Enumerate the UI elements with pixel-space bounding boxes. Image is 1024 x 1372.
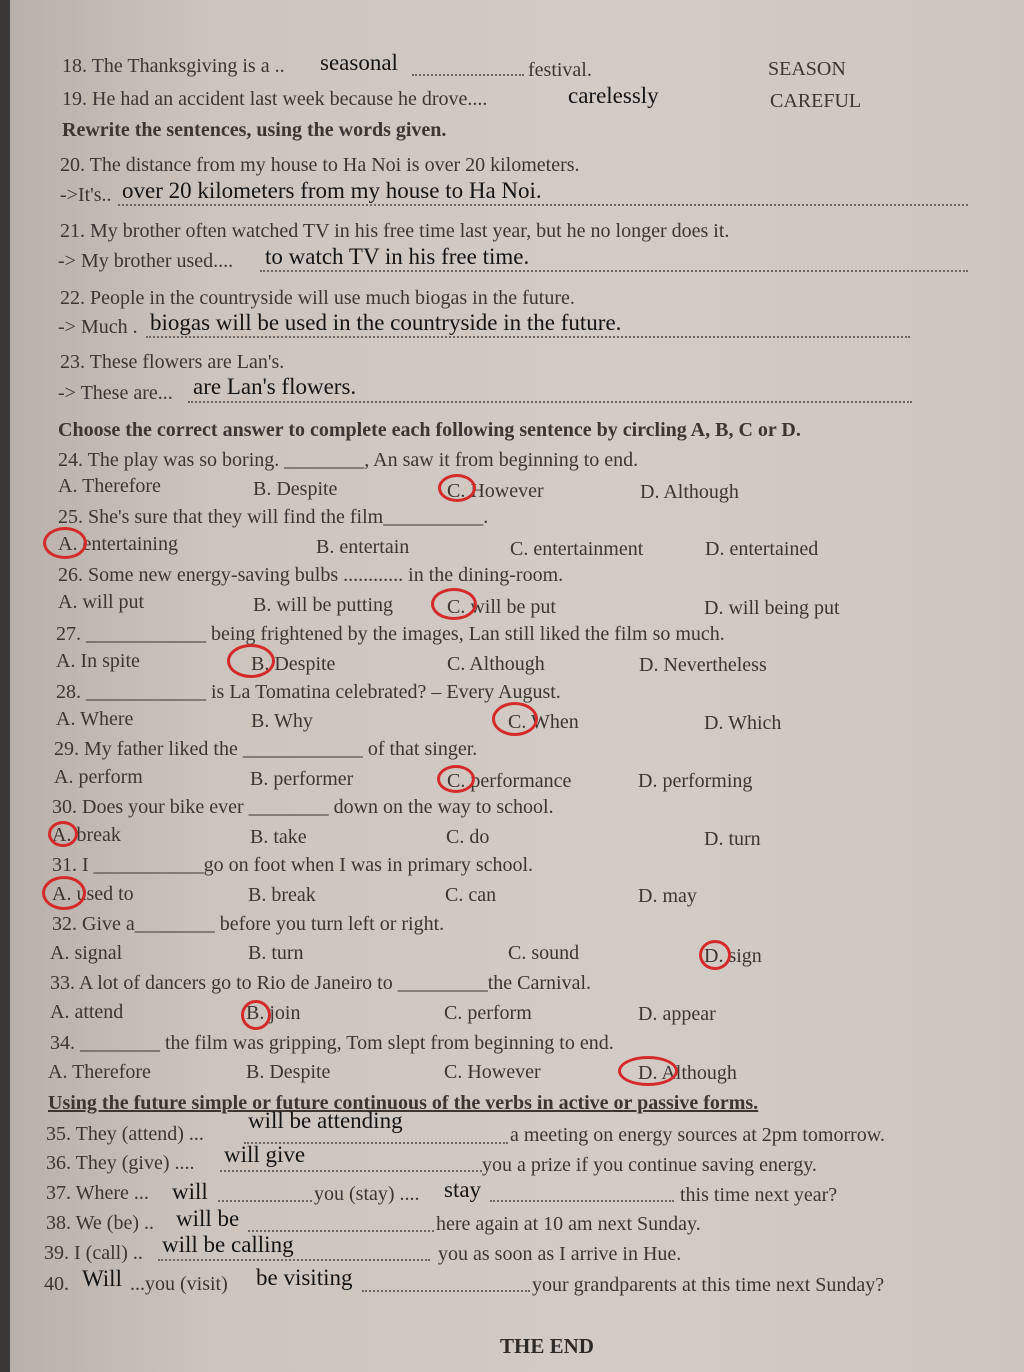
q31-question: 31. I ___________go on foot when I was in primary school. <box>52 854 534 876</box>
q36-answer: will give <box>224 1142 306 1167</box>
q26-option-c: C. will be put <box>447 596 556 618</box>
q27-option-b: B. Despite <box>251 653 336 675</box>
q37-middle: you (stay) .... <box>314 1183 420 1205</box>
q26-question: 26. Some new energy-saving bulbs ............ in the dining-room. <box>58 564 564 586</box>
q34-question: 34. ________ the film was gripping, Tom slept from beginning to end. <box>50 1032 614 1054</box>
q27-question: 27. ____________ being frightened by the images, Lan still liked the film so much. <box>56 623 725 645</box>
q35-suffix: a meeting on energy sources at 2pm tomorrow. <box>510 1124 885 1146</box>
q34-option-b: B. Despite <box>246 1061 331 1083</box>
q39-dots <box>158 1259 430 1261</box>
q31-option-a: A. used to <box>52 883 134 905</box>
q34-option-c: C. However <box>444 1061 541 1083</box>
q36-suffix: you a prize if you continue saving energy. <box>482 1154 817 1176</box>
q22-answer: biogas will be used in the countryside in the future. <box>150 310 622 335</box>
q24-option-c: C. However <box>447 480 544 502</box>
q30-option-b: B. take <box>250 826 307 848</box>
q37-suffix: this time next year? <box>680 1184 838 1206</box>
mc-heading: Choose the correct answer to complete each following sentence by circling A, B, C or D. <box>58 419 801 441</box>
q29-question: 29. My father liked the ____________ of that singer. <box>54 738 478 760</box>
q26-option-a: A. will put <box>58 591 145 613</box>
verbs-heading: Using the future simple or future continuous of the verbs in active or passive forms. <box>48 1092 759 1114</box>
q22-text: 22. People in the countryside will use much biogas in the future. <box>60 287 575 309</box>
q29-option-d: D. performing <box>638 770 753 792</box>
q22-prefix: -> Much . <box>58 316 138 338</box>
q28-option-c: C. When <box>508 711 579 733</box>
the-end-footer: THE END <box>500 1334 594 1358</box>
q35-answer: will be attending <box>248 1108 403 1133</box>
q30-answer-circle <box>48 821 78 847</box>
q31-answer-circle <box>42 876 86 910</box>
q37-answer-1: will <box>172 1179 208 1204</box>
q34-answer-circle <box>618 1056 678 1086</box>
q22-dots <box>146 336 910 338</box>
q32-option-d: D. sign <box>704 945 762 967</box>
q38-suffix: here again at 10 am next Sunday. <box>436 1213 701 1235</box>
q18-keyword: SEASON <box>768 58 846 80</box>
q32-question: 32. Give a________ before you turn left or right. <box>52 913 445 935</box>
q27-answer-circle <box>227 644 275 678</box>
q25-option-c: C. entertainment <box>510 538 644 560</box>
q31-option-d: D. may <box>638 885 697 907</box>
q32-option-b: B. turn <box>248 942 304 964</box>
q18-answer: seasonal <box>320 50 398 75</box>
q39-answer: will be calling <box>162 1232 294 1257</box>
q33-answer-circle <box>241 1000 271 1030</box>
q27-option-d: D. Nevertheless <box>639 654 767 676</box>
q25-answer-circle <box>43 527 87 559</box>
q25-option-b: B. entertain <box>316 536 410 558</box>
q32-answer-circle <box>699 940 731 970</box>
q26-option-d: D. will being put <box>704 597 840 619</box>
q38-prefix: 38. We (be) .. <box>46 1212 154 1234</box>
q19-keyword: CAREFUL <box>770 90 862 112</box>
q28-option-b: B. Why <box>251 710 313 732</box>
q38-answer: will be <box>176 1206 240 1231</box>
q19-answer: carelessly <box>568 83 659 108</box>
q23-dots <box>188 401 912 403</box>
q28-question: 28. ____________ is La Tomatina celebrated? – Every August. <box>56 681 561 703</box>
q35-prefix: 35. They (attend) ... <box>46 1123 204 1145</box>
q30-option-c: C. do <box>446 826 490 848</box>
q33-option-a: A. attend <box>50 1001 124 1023</box>
q23-answer: are Lan's flowers. <box>193 374 357 399</box>
q40-answer-1: Will <box>82 1266 122 1291</box>
q18-dots <box>412 74 524 76</box>
q18-text: 18. The Thanksgiving is a .. <box>62 55 285 77</box>
q36-prefix: 36. They (give) .... <box>46 1152 195 1174</box>
q30-question: 30. Does your bike ever ________ down on the way to school. <box>52 796 554 818</box>
q26-answer-circle <box>431 588 477 620</box>
q31-option-c: C. can <box>445 884 497 906</box>
q30-option-d: D. turn <box>704 828 761 850</box>
q29-answer-circle <box>437 765 475 793</box>
q20-text: 20. The distance from my house to Ha Noi is over 20 kilometers. <box>60 154 580 176</box>
q36-dots <box>220 1170 482 1172</box>
q27-option-c: C. Although <box>447 653 545 675</box>
worksheet-page <box>10 0 1024 1372</box>
q26-option-b: B. will be putting <box>253 594 393 616</box>
q37-answer-2: stay <box>444 1177 482 1202</box>
q37-dots-1 <box>218 1200 312 1202</box>
q25-option-d: D. entertained <box>705 538 819 560</box>
rewrite-heading: Rewrite the sentences, using the words given. <box>62 119 447 141</box>
q24-option-b: B. Despite <box>253 478 338 500</box>
q28-answer-circle <box>492 702 538 736</box>
q24-question: 24. The play was so boring. ________, An saw it from beginning to end. <box>58 449 639 471</box>
q21-answer: to watch TV in his free time. <box>265 244 530 269</box>
q25-option-a: A. entertaining <box>58 533 178 555</box>
q20-dots <box>118 204 968 206</box>
q37-prefix: 37. Where ... <box>46 1182 149 1204</box>
q39-suffix: you as soon as I arrive in Hue. <box>438 1243 682 1265</box>
q32-option-c: C. sound <box>508 942 580 964</box>
q37-dots-2 <box>490 1200 674 1202</box>
q21-text: 21. My brother often watched TV in his free time last year, but he no longer does it. <box>60 220 730 242</box>
q21-prefix: -> My brother used.... <box>58 250 234 272</box>
q19-text: 19. He had an accident last week because he drove.... <box>62 88 488 110</box>
q40-prefix: 40. <box>44 1273 69 1295</box>
q40-dots <box>362 1290 530 1292</box>
q24-answer-circle <box>438 474 476 502</box>
q40-suffix: your grandparents at this time next Sunday? <box>532 1274 885 1296</box>
q34-option-a: A. Therefore <box>48 1061 151 1083</box>
q28-option-d: D. Which <box>704 712 782 734</box>
q21-dots <box>260 270 968 272</box>
q30-option-a: A. break <box>52 824 121 846</box>
q32-option-a: A. signal <box>50 942 123 964</box>
q29-option-a: A. perform <box>54 766 143 788</box>
q27-option-a: A. In spite <box>56 650 140 672</box>
q24-option-a: A. Therefore <box>58 475 161 497</box>
q33-question: 33. A lot of dancers go to Rio de Janeiro to _________the Carnival. <box>50 972 592 994</box>
q23-prefix: -> These are... <box>58 382 173 404</box>
q39-prefix: 39. I (call) .. <box>44 1242 143 1264</box>
q20-prefix: ->It's.. <box>60 184 112 206</box>
q28-option-a: A. Where <box>56 708 134 730</box>
q29-option-c: C. performance <box>447 770 572 792</box>
q33-option-d: D. appear <box>638 1003 716 1025</box>
q20-answer: over 20 kilometers from my house to Ha Noi. <box>122 178 542 203</box>
q18-tail: festival. <box>528 59 592 81</box>
q40-answer-2: be visiting <box>256 1265 353 1290</box>
q33-option-b: B. join <box>246 1002 301 1024</box>
q33-option-c: C. perform <box>444 1002 532 1024</box>
q31-option-b: B. break <box>248 884 316 906</box>
q40-middle: ...you (visit) <box>130 1273 228 1295</box>
q25-question: 25. She's sure that they will find the film__________. <box>58 506 489 528</box>
q29-option-b: B. performer <box>250 768 354 790</box>
q24-option-d: D. Although <box>640 481 739 503</box>
q23-text: 23. These flowers are Lan's. <box>60 351 285 373</box>
q34-option-d: D. Although <box>638 1062 737 1084</box>
